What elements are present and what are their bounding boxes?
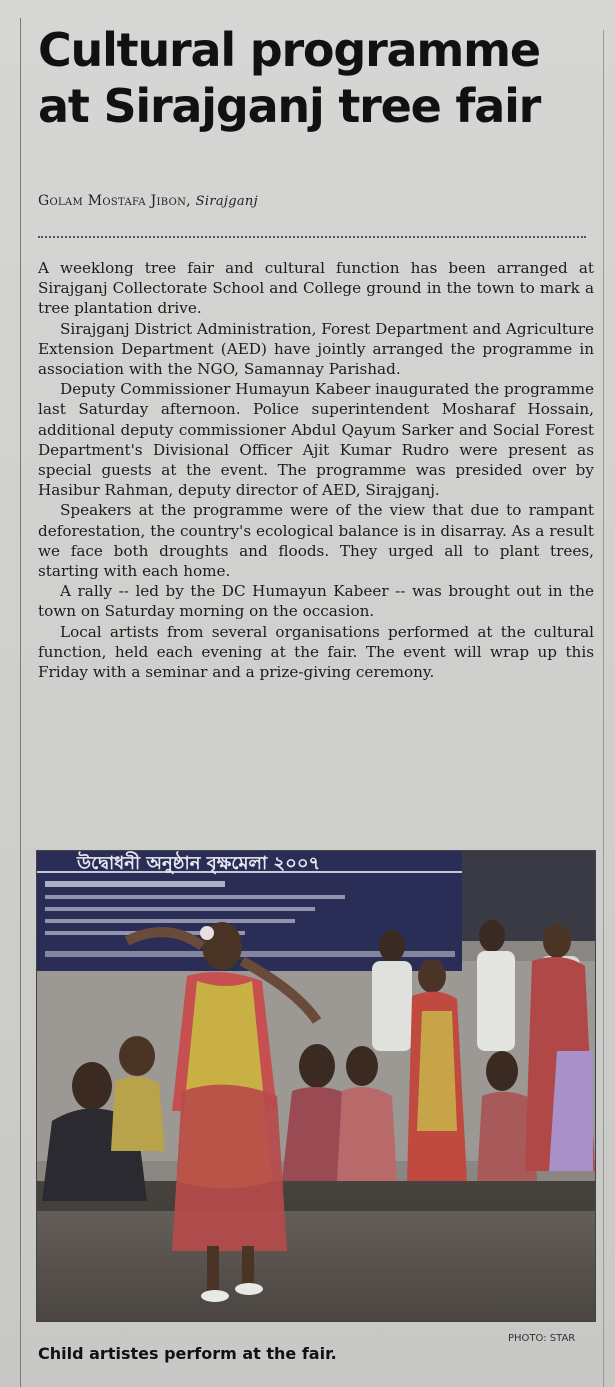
photo-caption: Child artistes perform at the fair. xyxy=(38,1344,337,1363)
column-rule-right xyxy=(603,30,604,1387)
paragraph: A weeklong tree fair and cultural function has been arranged at Sirajganj Collectorate School and College ground in the town to mark a tree plantation drive. xyxy=(38,259,594,318)
dotted-divider xyxy=(38,236,586,238)
paragraph: Local artists from several organisations performed at the cultural function, held each evening at the fair. The event will wrap up this Friday with a seminar and a prize-giving ceremony. xyxy=(38,622,594,682)
paragraph: A rally -- led by the DC Humayun Kabeer -- was brought out in the town on Saturday morning on the occasion. xyxy=(38,582,594,621)
headline-line-2: at Sirajganj tree fair xyxy=(38,79,541,133)
byline-name: Golam Mostafa Jibon, xyxy=(38,193,191,209)
article-body xyxy=(38,258,594,682)
headline-line-1: Cultural programme xyxy=(38,23,540,77)
column-rule-left xyxy=(20,18,21,1387)
photo-illustration xyxy=(37,851,595,1321)
headline xyxy=(38,22,598,134)
banner-title: উদ্বোধনী অনুষ্ঠান বৃক্ষমেলা ২০০৭ xyxy=(77,853,321,874)
paragraph: Deputy Commissioner Humayun Kabeer inaugurated the programme last Saturday afternoon. Police superintendent Mosharaf Hossain, additional deputy commissioner Abdul Qayum Sarker and Social Forest Department's Divisional Officer Ajit Kumar Rudro were present as special guests at the event. The programme was presided over by Hasibur Rahman, deputy director of AED, Sirajganj. xyxy=(38,380,594,500)
paragraph: Speakers at the programme were of the view that due to rampant deforestation, the country's ecological balance is in disarray. As a result we face both droughts and floods. They urged all to plant trees, starting with each home. xyxy=(38,501,594,581)
dance-photo xyxy=(36,850,596,1322)
photo-credit: PHOTO: STAR xyxy=(508,1333,576,1344)
byline-place: Sirajganj xyxy=(195,194,258,209)
paragraph: Sirajganj District Administration, Forest Department and Agriculture Extension Department (AED) have jointly arranged the programme in association with the NGO, Samannay Parishad. xyxy=(38,319,594,379)
byline xyxy=(38,193,588,209)
